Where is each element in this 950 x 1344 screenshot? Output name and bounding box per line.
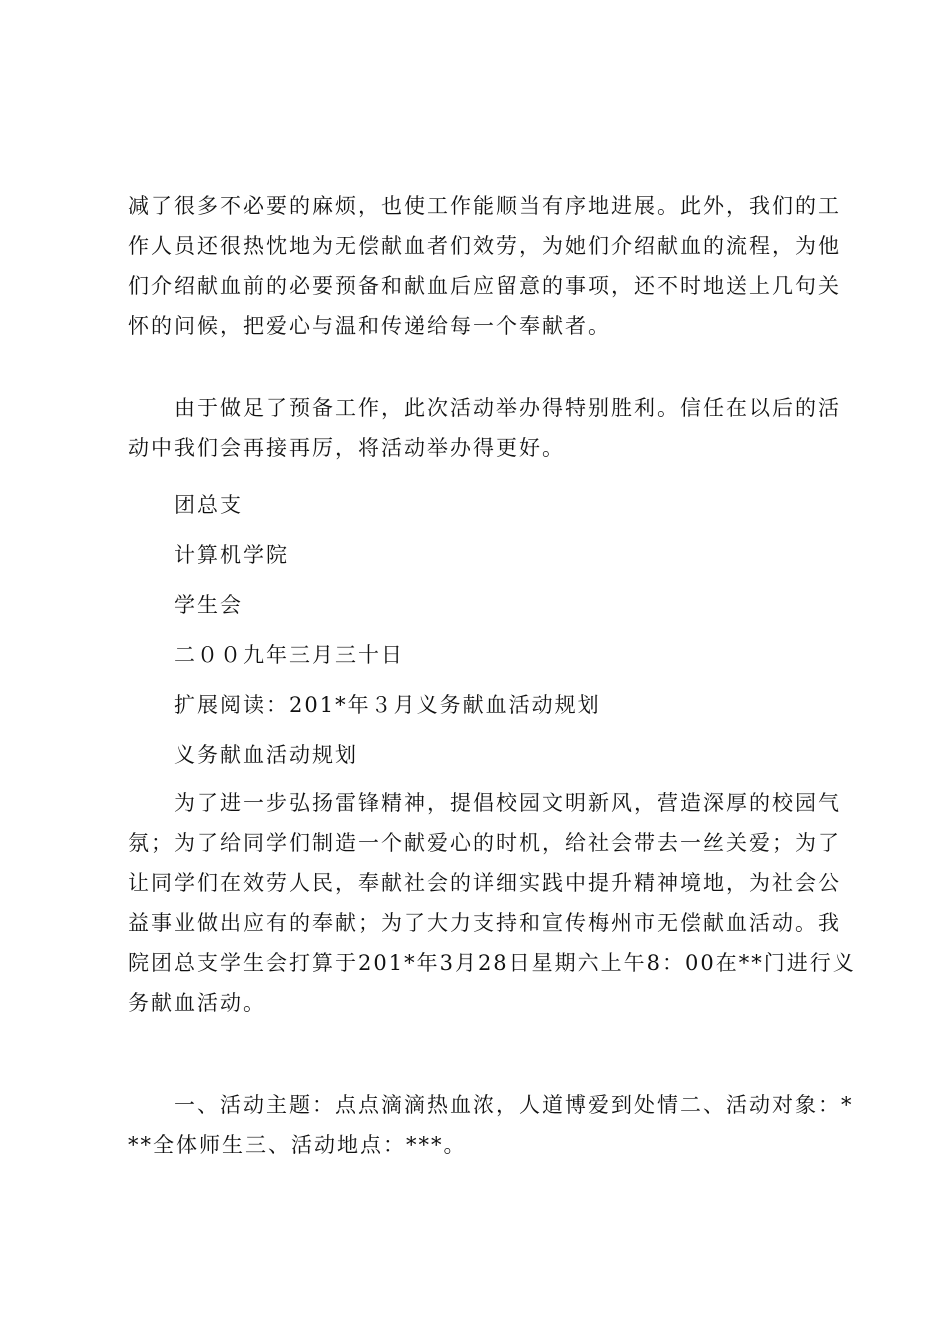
text-line: 怀的问候，把爱心与温和传递给每一个奉献者。	[128, 314, 611, 338]
signature-date: 二００九年三月三十日	[174, 643, 404, 667]
paragraph-plan-intro	[128, 783, 856, 1023]
signature-org-union: 学生会	[174, 593, 243, 617]
plan-title: 义务献血活动规划	[174, 743, 358, 767]
text-line: 氛；为了给同学们制造一个献爱心的时机，给社会带去一丝关爱；为了	[128, 831, 841, 855]
text-line: 让同学们在效劳人民，奉献社会的详细实践中提升精神境地，为社会公	[128, 871, 841, 895]
text-line: 减了很多不必要的麻烦，也使工作能顺当有序地进展。此外，我们的工	[128, 194, 841, 218]
text-line: 由于做足了预备工作，此次活动举办得特别胜利。信任在以后的活	[174, 396, 841, 420]
text-line: 一、活动主题：点点滴滴热血浓，人道博爱到处情二、活动对象：*	[174, 1093, 854, 1117]
text-line: 院团总支学生会打算于201*年3月28日星期六上午8：00在**门进行义	[128, 951, 856, 975]
signature-org-league: 团总支	[174, 493, 243, 517]
paragraph-activity-summary	[128, 186, 841, 346]
text-line: 益事业做出应有的奉献；为了大力支持和宣传梅州市无偿献血活动。我	[128, 911, 841, 935]
paragraph-conclusion	[128, 388, 841, 468]
text-line: **全体师生三、活动地点：***。	[128, 1133, 467, 1157]
text-line: 动中我们会再接再厉，将活动举办得更好。	[128, 436, 565, 460]
text-line: 们介绍献血前的必要预备和献血后应留意的事项，还不时地送上几句关	[128, 274, 841, 298]
text-line: 作人员还很热忱地为无偿献血者们效劳，为她们介绍献血的流程，为他	[128, 234, 841, 258]
text-line: 务献血活动。	[128, 991, 266, 1015]
extended-reading-heading: 扩展阅读：201*年３月义务献血活动规划	[174, 693, 601, 717]
text-line: 为了进一步弘扬雷锋精神，提倡校园文明新风，营造深厚的校园气	[174, 791, 841, 815]
signature-org-college: 计算机学院	[174, 543, 289, 567]
paragraph-plan-details	[128, 1085, 854, 1165]
